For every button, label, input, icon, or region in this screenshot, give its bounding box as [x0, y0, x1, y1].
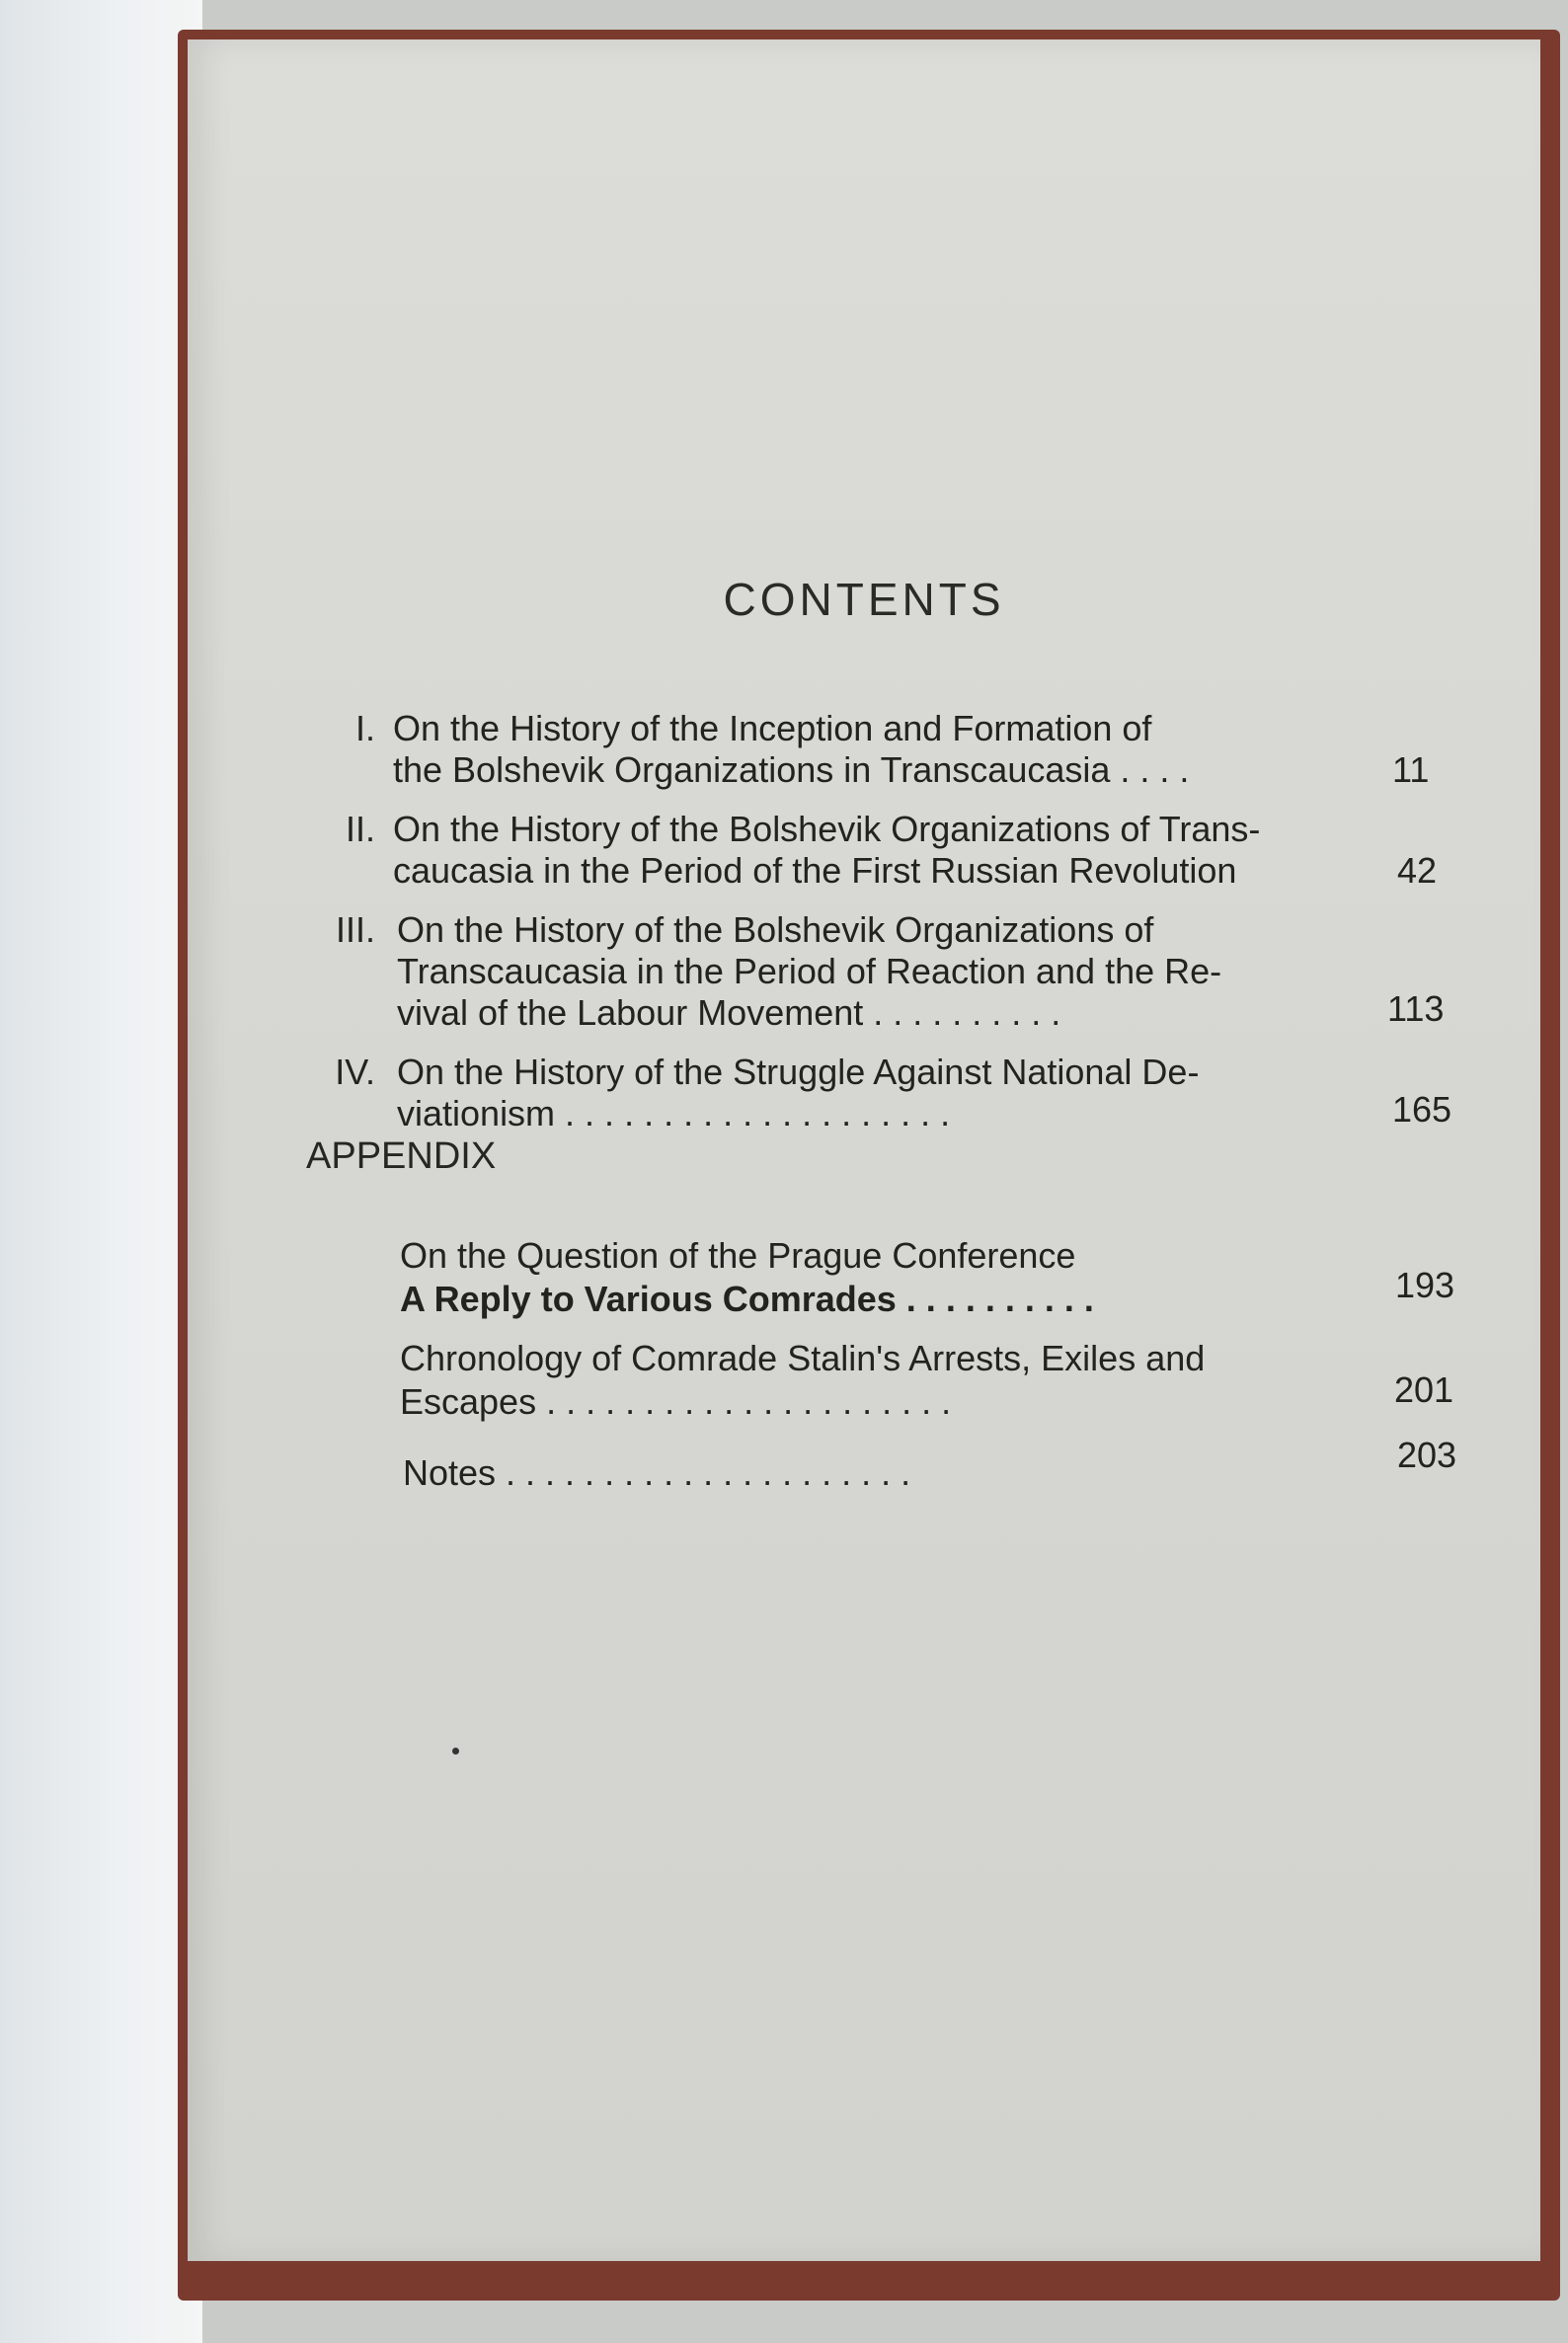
entry-line: Chronology of Comrade Stalin's Arrests, Exiles and: [400, 1338, 1206, 1378]
entry-line: On the History of the Struggle Against National De-: [397, 1052, 1200, 1092]
entry-page-number: 201: [1394, 1369, 1454, 1410]
entry-page-number: 203: [1397, 1435, 1457, 1475]
entry-line: On the History of the Bolshevik Organizations of: [397, 909, 1154, 950]
entry-line: vival of the Labour Movement . . . . . . . . . .: [397, 992, 1061, 1033]
entry-numeral: I.: [354, 708, 375, 748]
appendix-heading: APPENDIX: [306, 1135, 497, 1177]
entry-line: caucasia in the Period of the First Russian Revolution: [393, 850, 1237, 891]
table-of-contents: [188, 39, 1540, 2261]
entry-line: On the History of the Inception and Formation of: [393, 708, 1152, 748]
entry-line: viationism . . . . . . . . . . . . . . . . . . . .: [397, 1093, 951, 1133]
entry-line: Escapes . . . . . . . . . . . . . . . . . . . . .: [400, 1381, 952, 1422]
entry-line: On the History of the Bolshevik Organizations of Trans-: [393, 809, 1261, 849]
entry-line: Transcaucasia in the Period of Reaction and the Re-: [397, 951, 1222, 991]
entry-line: Notes . . . . . . . . . . . . . . . . . . . . .: [403, 1452, 911, 1493]
page-title: CONTENTS: [723, 574, 1005, 625]
entry-page-number: 113: [1387, 988, 1445, 1029]
entry-line: On the Question of the Prague Conference: [400, 1235, 1076, 1276]
contents-page: [188, 39, 1540, 2261]
entry-line-bold: A Reply to Various Comrades . . . . . . . . . .: [400, 1279, 1094, 1319]
left-page-edge: [0, 0, 202, 2343]
entry-page-number: 193: [1395, 1265, 1455, 1305]
entry-page-number: 11: [1392, 749, 1430, 790]
entry-numeral: IV.: [335, 1052, 375, 1092]
entry-page-number: 42: [1397, 850, 1438, 891]
entry-numeral: III.: [335, 909, 375, 950]
entry-page-number: 165: [1392, 1089, 1452, 1130]
entry-line: the Bolshevik Organizations in Transcaucasia . . . .: [393, 749, 1190, 790]
ink-speck: [452, 1748, 459, 1755]
entry-numeral: II.: [345, 809, 375, 849]
